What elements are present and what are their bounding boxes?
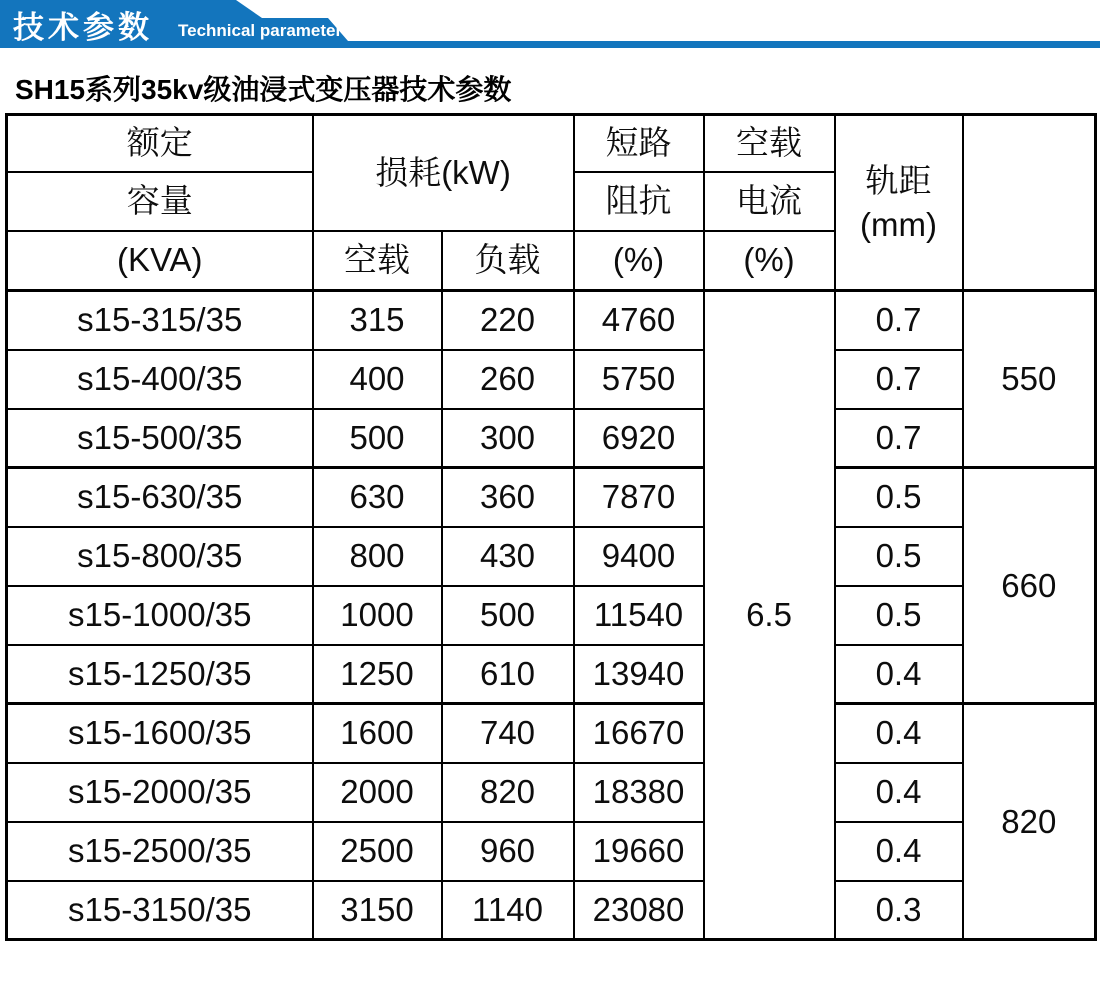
- table-row: [7, 645, 1096, 704]
- cell-impedance: 13940: [574, 645, 704, 704]
- cell-model: s15-800/35: [7, 527, 313, 586]
- cell-loss-load: 960: [442, 822, 574, 881]
- table-row: [7, 704, 1096, 763]
- cell-noload-current: 6.5: [704, 291, 835, 940]
- table-row: [7, 409, 1096, 468]
- cell-impedance: 18380: [574, 763, 704, 822]
- banner-title-zh: 技术参数: [13, 10, 153, 45]
- cell-loss-load: 360: [442, 468, 574, 527]
- cell-loss-load: 820: [442, 763, 574, 822]
- cell-gauge: 0.7: [835, 350, 963, 409]
- cell-model: s15-500/35: [7, 409, 313, 468]
- header-current-line2: 电流: [704, 172, 835, 231]
- spec-table: [5, 113, 1097, 941]
- cell-model: s15-2000/35: [7, 763, 313, 822]
- cell-loss-noload: 3150: [313, 881, 442, 940]
- cell-loss-load: 220: [442, 291, 574, 350]
- header-current-line3: (%): [704, 231, 835, 291]
- cell-loss-noload: 1000: [313, 586, 442, 645]
- cell-loss-noload: 2500: [313, 822, 442, 881]
- table-row: [7, 822, 1096, 881]
- cell-impedance: 4760: [574, 291, 704, 350]
- cell-gauge: 0.4: [835, 763, 963, 822]
- cell-loss-load: 500: [442, 586, 574, 645]
- cell-gauge: 0.4: [835, 704, 963, 763]
- header-gauge-line1: 轨距: [865, 161, 932, 199]
- cell-impedance: 7870: [574, 468, 704, 527]
- header-row-1: [7, 115, 1096, 172]
- cell-gauge: 0.5: [835, 586, 963, 645]
- cell-model: s15-315/35: [7, 291, 313, 350]
- header-gauge-line2: (mm): [860, 205, 937, 243]
- header-impedance-line3: (%): [574, 231, 704, 291]
- cell-gauge: 0.4: [835, 822, 963, 881]
- header-blank: [963, 115, 1096, 291]
- cell-impedance: 23080: [574, 881, 704, 940]
- header-impedance-line2: 阻抗: [574, 172, 704, 231]
- cell-loss-noload: 2000: [313, 763, 442, 822]
- cell-gauge: 0.7: [835, 291, 963, 350]
- cell-loss-load: 740: [442, 704, 574, 763]
- cell-gauge: 0.4: [835, 645, 963, 704]
- cell-gauge: 0.5: [835, 527, 963, 586]
- cell-model: s15-2500/35: [7, 822, 313, 881]
- header-loss-load: 负载: [442, 231, 574, 291]
- cell-model: s15-400/35: [7, 350, 313, 409]
- header-rated-line2: 容量: [7, 172, 313, 231]
- table-row: [7, 468, 1096, 527]
- header-rated-line3: (KVA): [7, 231, 313, 291]
- cell-gauge: 0.7: [835, 409, 963, 468]
- cell-model: s15-1000/35: [7, 586, 313, 645]
- cell-impedance: 6920: [574, 409, 704, 468]
- table-row: [7, 763, 1096, 822]
- cell-loss-load: 610: [442, 645, 574, 704]
- cell-gauge-group: 820: [963, 704, 1096, 940]
- cell-model: s15-3150/35: [7, 881, 313, 940]
- cell-loss-load: 430: [442, 527, 574, 586]
- table-row: [7, 881, 1096, 940]
- cell-model: s15-630/35: [7, 468, 313, 527]
- table-row: [7, 291, 1096, 350]
- cell-impedance: 5750: [574, 350, 704, 409]
- cell-loss-noload: 800: [313, 527, 442, 586]
- cell-loss-noload: 315: [313, 291, 442, 350]
- cell-gauge-group: 550: [963, 291, 1096, 468]
- cell-loss-noload: 400: [313, 350, 442, 409]
- banner: [0, 0, 1100, 50]
- cell-gauge: 0.3: [835, 881, 963, 940]
- cell-loss-noload: 1250: [313, 645, 442, 704]
- cell-gauge-group: 660: [963, 468, 1096, 704]
- table-row: [7, 350, 1096, 409]
- cell-loss-load: 1140: [442, 881, 574, 940]
- cell-loss-noload: 500: [313, 409, 442, 468]
- header-gauge: [835, 115, 963, 291]
- cell-loss-noload: 1600: [313, 704, 442, 763]
- cell-loss-load: 300: [442, 409, 574, 468]
- cell-loss-noload: 630: [313, 468, 442, 527]
- cell-loss-load: 260: [442, 350, 574, 409]
- header-loss: 损耗(kW): [313, 115, 574, 231]
- cell-impedance: 16670: [574, 704, 704, 763]
- page-title: SH15系列35kv级油浸式变压器技术参数: [15, 74, 512, 105]
- table-row: [7, 586, 1096, 645]
- cell-gauge: 0.5: [835, 468, 963, 527]
- cell-model: s15-1250/35: [7, 645, 313, 704]
- header-current-line1: 空载: [704, 115, 835, 172]
- cell-model: s15-1600/35: [7, 704, 313, 763]
- header-loss-noload: 空载: [313, 231, 442, 291]
- table-row: [7, 527, 1096, 586]
- banner-ribbon-shape: [0, 0, 1100, 50]
- header-rated-line1: 额定: [7, 115, 313, 172]
- cell-impedance: 19660: [574, 822, 704, 881]
- header-impedance-line1: 短路: [574, 115, 704, 172]
- banner-title-en: Technical parameter: [178, 21, 343, 40]
- cell-impedance: 9400: [574, 527, 704, 586]
- cell-impedance: 11540: [574, 586, 704, 645]
